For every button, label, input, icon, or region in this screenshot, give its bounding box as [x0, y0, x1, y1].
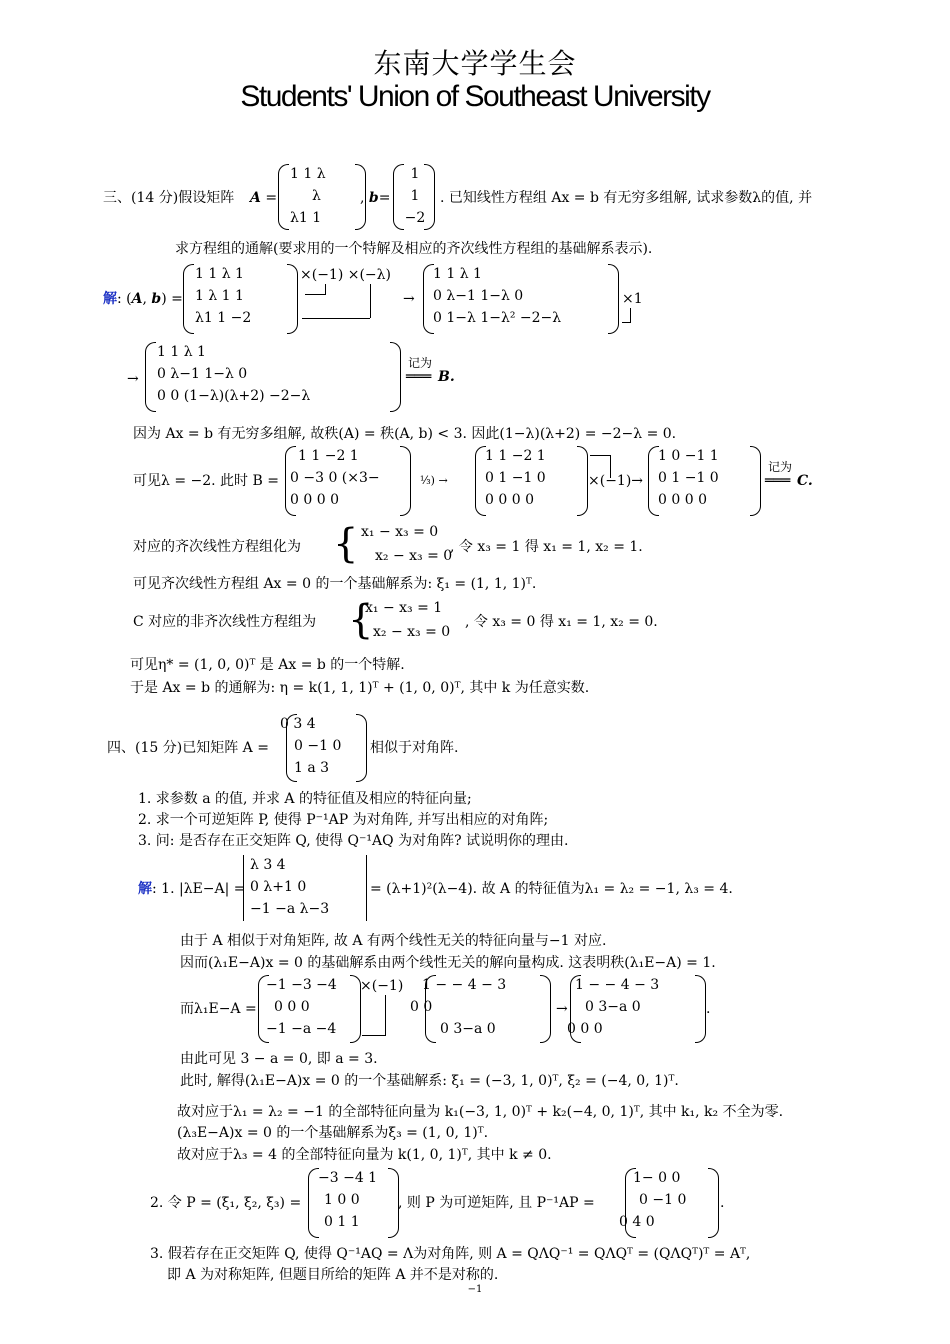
- q3-equal-sign-2: ═══: [765, 473, 791, 489]
- q4-m8-right-bracket: [540, 975, 551, 1043]
- q4-prefix: 四、(15 分)已知矩阵 A =: [107, 740, 269, 756]
- q3-m6-right-bracket: [750, 446, 761, 516]
- q3-line5b: , 令 x₃ = 0 得 x₁ = 1, x₂ = 0.: [465, 614, 658, 630]
- q3-m4-row: 0 0 0 0: [290, 492, 339, 508]
- q3-m5-op-arrow: [590, 455, 611, 478]
- q3-m5-op: ×(−1)→: [588, 473, 644, 489]
- q3-line2: 可见λ = −2. 此时 B =: [133, 473, 279, 489]
- q4-m7-row: −1 −3 −4: [266, 977, 337, 993]
- q4-sol-label: 解: [138, 881, 152, 897]
- q4-s9: 故对应于λ₃ = 4 的全部特征向量为 k(1, 0, 1)ᵀ, 其中 k ≠ 0.: [177, 1147, 552, 1163]
- q4-mP-row: 1 0 0: [324, 1192, 360, 1208]
- q4-m7-row: 0 0 0: [274, 999, 310, 1015]
- q3-line3: 对应的齐次线性方程组化为: [133, 539, 301, 555]
- q3-aug-row: 1 λ 1 1: [195, 288, 244, 304]
- q3-matA-left-bracket: [278, 164, 289, 230]
- q4-item-3: 3. 问: 是否存在正交矩阵 Q, 使得 Q⁻¹AQ 为对角阵? 试说明你的理由.: [138, 833, 569, 849]
- header-title-en: Students' Union of Southeast University: [240, 80, 710, 113]
- q4-s3: 因而(λ₁E−A)x = 0 的基础解系由两个线性无关的解向量构成. 这表明秩(λ₁E−A) = 1.: [180, 955, 716, 971]
- q3-sys1-row: x₁ − x₃ = 0: [361, 524, 439, 540]
- q4-s11: 3. 假若存在正交矩阵 Q, 使得 Q⁻¹AQ = Λ为对角阵, 则 A = QΛQ⁻¹ = QΛQᵀ = (QΛQᵀ)ᵀ = Aᵀ,: [150, 1246, 751, 1262]
- q4-s1b: = (λ+1)²(λ−4). 故 A 的特征值为λ₁ = λ₂ = −1, λ₃ = 4.: [370, 881, 733, 897]
- q4-m8-row: 0 0: [410, 999, 433, 1015]
- q4-s12: 即 A 为对称矩阵, 但题目所给的矩阵 A 并不是对称的.: [167, 1267, 499, 1283]
- q3-aug2-row: 1 1 λ 1: [433, 266, 482, 282]
- q3-m4-row: 1 1 −2 1: [298, 448, 359, 464]
- q3-matb-row: 1: [410, 166, 420, 182]
- q3-sys2-row: x₁ − x₃ = 1: [365, 600, 443, 616]
- q3-aug3-left-bracket: [145, 342, 156, 412]
- q4-sol-det-label: : 1. |λE−A| =: [152, 881, 246, 897]
- q3-matA-row: λ1 1: [290, 210, 322, 226]
- q4-m7-op-arrow: [385, 995, 386, 1035]
- q3-equal-sign: ═══: [406, 369, 432, 385]
- q3-matb-right-bracket: [424, 164, 435, 230]
- q3-prefix: 三、(14 分)假设矩阵: [103, 190, 235, 206]
- q4-det-right-bar: [366, 855, 367, 921]
- q4-det-left-bar: [243, 855, 244, 921]
- q3-sys2-row: x₂ − x₃ = 0: [373, 624, 451, 640]
- q3-aug2-row: 0 1−λ 1−λ² −2−λ: [433, 310, 562, 326]
- q4-mD-row: 0 −1 0: [639, 1192, 687, 1208]
- q4-m7-op: ×(−1): [360, 978, 404, 994]
- q4-mD-period: .: [720, 1195, 725, 1211]
- q3-sys1-row: x₂ − x₃ = 0: [375, 548, 453, 564]
- q3-aug-left-bracket: [183, 264, 194, 334]
- q3-aug-right-bracket: [287, 264, 298, 334]
- q3-right-arrow-2: →: [127, 371, 139, 387]
- q3-line7: 于是 Ax = b 的通解为: η = k(1, 1, 1)ᵀ + (1, 0, 0)ᵀ, 其中 k 为任意实数.: [130, 680, 590, 696]
- page-number: −1: [467, 1284, 483, 1295]
- q4-det-row: λ 3 4: [250, 857, 286, 873]
- q4-m7-op-arrow: [362, 1035, 386, 1036]
- q3-m5-row: 0 1 −1 0: [485, 470, 546, 486]
- q4-m8-row: 1 − − 4 − 3: [422, 977, 507, 993]
- q4-m8-row: 0 3−a 0: [440, 1021, 496, 1037]
- q4-item-1: 1. 求参数 a 的值, 并求 A 的特征值及相应的特征向量;: [138, 791, 472, 807]
- q3-stem: . 已知线性方程组 Ax = b 有无穷多组解, 试求参数λ的值, 并: [440, 190, 813, 206]
- q3-m4-op: ⅓) →: [420, 474, 448, 487]
- q3-aug2-row: 0 λ−1 1−λ 0: [433, 288, 524, 304]
- q4-mD-row: 1− 0 0: [633, 1170, 681, 1186]
- q4-matA-row: 1 a 3: [294, 760, 330, 776]
- q4-m9-right-bracket: [695, 975, 706, 1043]
- q3-line3b: , 令 x₃ = 1 得 x₁ = 1, x₂ = 1.: [450, 539, 643, 555]
- q3-row-ops: ×(−1) ×(−λ): [300, 267, 391, 283]
- q4-s2: 由于 A 相似于对角矩阵, 故 A 有两个线性无关的特征向量与−1 对应.: [180, 933, 607, 949]
- q4-m7-row: −1 −a −4: [266, 1021, 337, 1037]
- q3-C: C.: [797, 473, 813, 489]
- q4-s10a: 2. 令 P = (ξ₁, ξ₂, ξ₃) =: [150, 1195, 302, 1211]
- q3-line1: 因为 Ax = b 有无穷多组解, 故秩(A) = 秩(A, b) < 3. 因此(1−λ)(λ+2) = −2−λ = 0.: [133, 426, 677, 442]
- q4-s6: 此时, 解得(λ₁E−A)x = 0 的一个基础解系: ξ₁ = (−3, 1, 0)ᵀ, ξ₂ = (−4, 0, 1)ᵀ.: [180, 1073, 679, 1089]
- q4-mD-row: 0 4 0: [619, 1214, 655, 1230]
- q3-aug3-right-bracket: [390, 342, 401, 412]
- q4-s8: (λ₃E−A)x = 0 的一个基础解系为ξ₃ = (1, 0, 1)ᵀ.: [177, 1125, 489, 1141]
- q3-solution-start: 解: (A, b) =: [103, 291, 183, 307]
- q3-line6: 可见η* = (1, 0, 0)ᵀ 是 Ax = b 的一个特解.: [130, 657, 405, 673]
- q3-stem2: 求方程组的通解(要求用的一个特解及相应的齐次线性方程组的基础解系表示).: [175, 241, 653, 257]
- q3-m4-right-bracket: [400, 446, 411, 516]
- q3-sol-label: 解: [103, 291, 117, 307]
- q3-aug2-right-bracket: [608, 264, 619, 334]
- q4-m9-row: 0 0 0: [567, 1021, 603, 1037]
- q4-mD-right-bracket: [708, 1168, 719, 1238]
- q4-mP-row: −3 −4 1: [318, 1170, 378, 1186]
- q3-note-label: 记为: [408, 356, 433, 370]
- q4-s7: 故对应于λ₁ = λ₂ = −1 的全部特征向量为 k₁(−3, 1, 0)ᵀ + k₂(−4, 0, 1)ᵀ, 其中 k₁, k₂ 不全为零.: [177, 1104, 784, 1120]
- q3-op2: ×1: [622, 291, 643, 307]
- q4-det-row: 0 λ+1 0: [250, 879, 307, 895]
- q4-stem: 相似于对角阵.: [370, 740, 459, 756]
- q3-aug-row: 1 1 λ 1: [195, 266, 244, 282]
- q3-sys1-brace: {: [333, 521, 359, 567]
- q3-aug3-row: 0 λ−1 1−λ 0: [157, 366, 248, 382]
- q3-m5-row: 1 1 −2 1: [485, 448, 546, 464]
- q3-aug3-row: 1 1 λ 1: [157, 344, 206, 360]
- q3-m6-row: 0 1 −1 0: [658, 470, 719, 486]
- q4-right-arrow: →: [556, 1001, 568, 1017]
- q4-sol-start: [138, 880, 246, 898]
- q4-m9-row: 0 3−a 0: [585, 999, 641, 1015]
- q3-op2-arrow: [622, 308, 631, 323]
- q3-right-arrow: →: [403, 291, 415, 307]
- q4-item-2: 2. 求一个可逆矩阵 P, 使得 P⁻¹AP 为对角阵, 并写出相应的对角阵;: [138, 812, 549, 828]
- q3-matb-row: −2: [404, 210, 426, 226]
- q3-aug3-row: 0 0 (1−λ)(λ+2) −2−λ: [157, 388, 311, 404]
- q3-op-arrow: [305, 284, 326, 295]
- q3-op-arrow: [370, 284, 371, 318]
- q3-op-arrow: [302, 318, 370, 319]
- q3-aug-row: λ1 1 −2: [195, 310, 252, 326]
- q4-det-row: −1 −a λ−3: [250, 901, 330, 917]
- q3-m6-row: 1 0 −1 1: [658, 448, 719, 464]
- header-title-cn: 东南大学学生会: [373, 47, 577, 80]
- q3-m5-row: 0 0 0 0: [485, 492, 534, 508]
- q4-matA-right-bracket: [356, 714, 367, 782]
- q3-m5-op-text: ×(−1): [588, 473, 632, 489]
- q4-matA-row: 0 3 4: [280, 716, 316, 732]
- q3-matA-row: λ: [312, 188, 321, 204]
- q3-m5-right-bracket: [577, 446, 588, 516]
- q4-m9-row: 1 − − 4 − 3: [575, 977, 660, 993]
- q3-matA-row: 1 1 λ: [290, 166, 326, 182]
- q3-b-symbol: , b=: [360, 190, 391, 206]
- q4-s10b: , 则 P 为可逆矩阵, 且 P⁻¹AP =: [398, 1195, 595, 1211]
- q3-line5: C 对应的非齐次线性方程组为: [133, 614, 317, 630]
- q3-sys2-brace: {: [348, 597, 374, 643]
- q3-note-label-2: 记为: [768, 460, 793, 474]
- q4-mP-row: 0 1 1: [324, 1214, 360, 1230]
- q3-m4-row: 0 −3 0 (×3−: [290, 470, 380, 486]
- q4-s4: 而λ₁E−A =: [180, 1001, 257, 1017]
- q3-B: B.: [438, 369, 455, 385]
- q3-matb-row: 1: [410, 188, 420, 204]
- q4-m9-period: .: [706, 1001, 711, 1017]
- q4-s5: 由此可见 3 − a = 0, 即 a = 3.: [180, 1051, 378, 1067]
- q3-m6-row: 0 0 0 0: [658, 492, 707, 508]
- q4-matA-row: 0 −1 0: [294, 738, 342, 754]
- q3-line4: 可见齐次线性方程组 Ax = 0 的一个基础解系为: ξ₁ = (1, 1, 1)ᵀ.: [133, 576, 537, 592]
- q3-A-symbol: A =: [250, 190, 278, 206]
